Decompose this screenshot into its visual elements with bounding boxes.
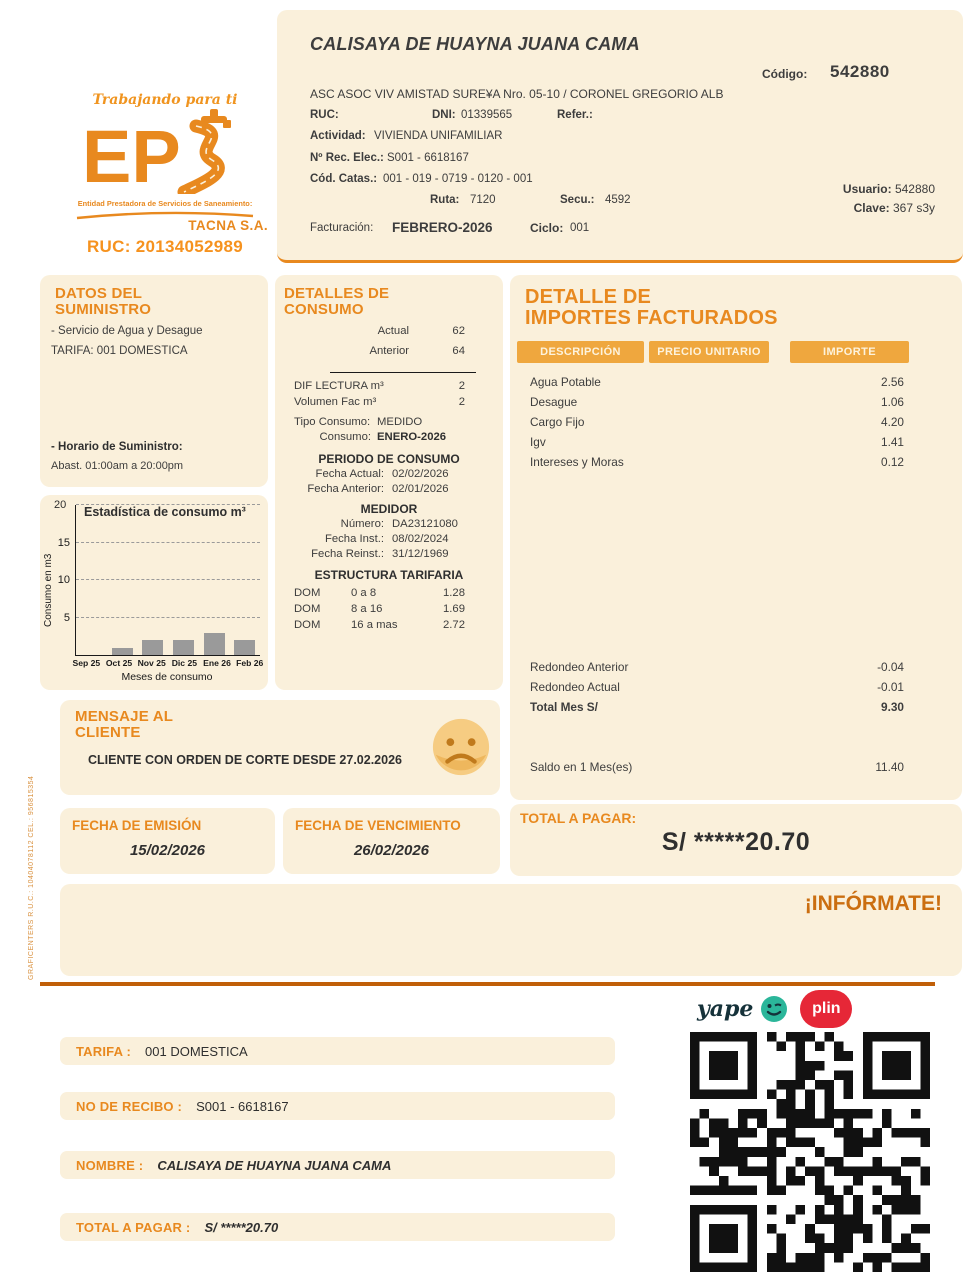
chart-ylabel: Consumo en m3 xyxy=(43,553,54,627)
chart-bars xyxy=(76,505,260,655)
estructura-title: ESTRUCTURA TARIFARIA xyxy=(314,568,464,582)
secu-label: Secu.: xyxy=(560,194,595,206)
customer-address: ASC ASOC VIV AMISTAD SURE¥A Nro. 05-10 / CORONEL GREGORIO ALB xyxy=(310,87,724,101)
chart-gridline xyxy=(76,617,260,618)
chart-xtick: Oct 25 xyxy=(105,658,133,668)
chart-bar xyxy=(112,648,133,656)
medidor-title: MEDIDOR xyxy=(360,502,418,516)
yape-logo: yape xyxy=(697,996,754,1022)
clave-line xyxy=(854,201,935,215)
chart-plot xyxy=(75,505,260,656)
horario-value: Abast. 01:00am a 20:00pm xyxy=(51,460,184,472)
table-row: Intereses y Moras 0.12 xyxy=(530,455,904,469)
chart-ytick: 15 xyxy=(57,536,70,549)
chart-bar xyxy=(142,640,163,655)
service-line: - Servicio de Agua y Desague xyxy=(51,325,203,337)
brand-ruc: RUC: 20134052989 xyxy=(86,237,243,256)
yape-wink-icon xyxy=(760,995,788,1023)
detalles-consumo-panel: DETALLES DE CONSUMO Actual 62 Anterior 64 DIF LECTURA m³ 2 Volumen Fac m³ 2 Tipo Consumo: MEDIDO Consumo: ENERO-2026 PERIODO DE CONSUMO Fecha Actual: 02/02/2026 Fecha Anterior: 02/01/2026 MEDIDOR Número: DA23121080 Fecha Inst.: 08/02/2024 Fecha Reinst.: 31/12/1969 ESTRUCTURA TARIFARIA DOM 0 a 8 1.28 DOM 8 a 16 1.69 DOM 16 a mas 2.72 xyxy=(275,275,503,690)
footer-row-total: TOTAL A PAGAR : S/ *****20.70 xyxy=(60,1213,615,1241)
chart-bar xyxy=(234,640,255,655)
qr-code xyxy=(690,1032,930,1272)
mensaje-title: MENSAJE AL CLIENTE xyxy=(75,708,174,741)
usuario-value: 542880 xyxy=(894,182,935,196)
clave-label: Clave: xyxy=(853,201,890,215)
chart-gridline xyxy=(76,542,260,543)
consumo-title: DETALLES DE CONSUMO xyxy=(284,285,390,318)
secu-value: 4592 xyxy=(605,194,631,206)
chart-yticks xyxy=(52,505,72,655)
codigo-value: 542880 xyxy=(830,62,890,81)
ciclo-value: 001 xyxy=(570,222,590,234)
chart-xlabels xyxy=(70,658,266,668)
total-pagar-value: S/ *****20.70 xyxy=(661,828,811,856)
usuario-line xyxy=(843,182,935,196)
redondeo-actual-row: Redondeo Actual -0.01 xyxy=(530,680,904,694)
print-shop-credit: GRAFICENTERS R.U.C.: 10404078112 CEL.: 956815354 xyxy=(28,775,35,980)
chart-xtick: Ene 26 xyxy=(203,658,231,668)
lectura-divider xyxy=(330,372,476,373)
usuario-label: Usuario: xyxy=(842,182,892,196)
periodo-title: PERIODO DE CONSUMO xyxy=(318,452,460,466)
plin-logo: plin xyxy=(800,990,852,1028)
column-header-precio-unitario: PRECIO UNITARIO xyxy=(649,341,769,363)
informate-text: ¡INFÓRMATE! xyxy=(804,892,942,915)
table-row: Desague 1.06 xyxy=(530,395,904,409)
chart-xtick: Nov 25 xyxy=(137,658,166,668)
catas-label: Cód. Catas.: xyxy=(310,173,378,185)
chart-xtick: Sep 25 xyxy=(72,658,101,668)
saldo-row: Saldo en 1 Mes(es) 11.40 xyxy=(530,760,904,774)
total-pagar-panel xyxy=(510,804,962,876)
column-header-descripcion: DESCRIPCIÓN xyxy=(517,341,644,363)
chart-title: Estadística de consumo m³ xyxy=(84,505,246,519)
column-header-importe: IMPORTE xyxy=(790,341,909,363)
section-divider xyxy=(40,982,935,986)
ruta-value: 7120 xyxy=(470,194,496,206)
fecha-vencimiento-value: 26/02/2026 xyxy=(353,842,430,859)
mensaje-cliente-panel xyxy=(60,700,500,795)
fecha-vencimiento-label: FECHA DE VENCIMIENTO xyxy=(295,818,461,833)
total-pagar-label: TOTAL A PAGAR: xyxy=(520,810,637,826)
rec-elec-label: Nº Rec. Elec.: xyxy=(310,152,384,164)
chart-gridline xyxy=(76,579,260,580)
dni-value: 01339565 xyxy=(461,109,513,121)
chart-xtick: Dic 25 xyxy=(171,658,198,668)
chart-xaxis-label: Meses de consumo xyxy=(121,671,213,683)
chart-xtick: Feb 26 xyxy=(236,658,264,668)
suministro-title: DATOS DEL SUMINISTRO xyxy=(55,285,152,318)
codigo-label: Código: xyxy=(762,67,808,81)
chart-bar xyxy=(204,633,225,656)
ruta-label: Ruta: xyxy=(430,194,460,206)
sad-face-icon xyxy=(430,716,492,778)
footer-row-nombre: NOMBRE : CALISAYA DE HUAYNA JUANA CAMA xyxy=(60,1151,615,1179)
dni-label: DNI: xyxy=(432,109,456,121)
brand-tagline: Trabajando para ti xyxy=(92,92,238,108)
mensaje-body: CLIENTE CON ORDEN DE CORTE DESDE 27.02.2026 xyxy=(88,753,402,767)
tarifa-line: TARIFA: 001 DOMESTICA xyxy=(51,345,188,357)
facturacion-value: FEBRERO-2026 xyxy=(392,220,493,235)
eps-logo xyxy=(80,108,250,194)
chart-ytick: 5 xyxy=(63,611,70,624)
actividad-value: VIVIENDA UNIFAMILIAR xyxy=(374,130,503,142)
catas-value: 001 - 019 - 0719 - 0120 - 001 xyxy=(383,173,533,185)
brand-company: TACNA S.A. xyxy=(188,218,268,233)
brand-block xyxy=(62,92,268,257)
svg-text:EP: EP xyxy=(82,115,181,194)
redondeo-anterior-row: Redondeo Anterior -0.04 xyxy=(530,660,904,674)
table-row: Cargo Fijo 4.20 xyxy=(530,415,904,429)
road-swoosh xyxy=(184,126,218,192)
importes-title: DETALLE DE IMPORTES FACTURADOS xyxy=(525,286,778,329)
informate-panel xyxy=(60,884,962,976)
customer-header-panel xyxy=(277,10,963,263)
table-row: Igv 1.41 xyxy=(530,435,904,449)
fecha-vencimiento-panel xyxy=(283,808,500,874)
fecha-emision-panel xyxy=(60,808,275,874)
chart-bar xyxy=(173,640,194,655)
horario-label: - Horario de Suministro: xyxy=(51,441,183,453)
ciclo-label: Ciclo: xyxy=(530,221,564,235)
facturacion-label: Facturación: xyxy=(310,222,374,234)
total-mes-row: Total Mes S/ 9.30 xyxy=(530,700,904,714)
ruc-label: RUC: xyxy=(310,109,339,121)
fecha-emision-label: FECHA DE EMISIÓN xyxy=(72,818,202,833)
table-row: Agua Potable 2.56 xyxy=(530,375,904,389)
actividad-label: Actividad: xyxy=(310,130,366,142)
fecha-emision-value: 15/02/2026 xyxy=(129,842,206,859)
footer-row-tarifa: TARIFA : 001 DOMESTICA xyxy=(60,1037,615,1065)
importes-panel xyxy=(510,275,962,800)
brand-entity-line: Entidad Prestadora de Servicios de Saneamiento: xyxy=(77,199,253,208)
rec-elec-value: S001 - 6618167 xyxy=(387,152,469,164)
consumption-chart xyxy=(40,495,268,690)
customer-name: CALISAYA DE HUAYNA JUANA CAMA xyxy=(310,34,640,54)
payment-logos xyxy=(697,990,852,1028)
footer-row-recibo: NO DE RECIBO : S001 - 6618167 xyxy=(60,1092,615,1120)
refer-label: Refer.: xyxy=(557,109,593,121)
chart-ytick: 10 xyxy=(57,574,70,586)
datos-suministro-panel xyxy=(40,275,268,487)
clave-value: 367 s3y xyxy=(892,201,935,215)
chart-ymax: 20 xyxy=(54,499,67,511)
